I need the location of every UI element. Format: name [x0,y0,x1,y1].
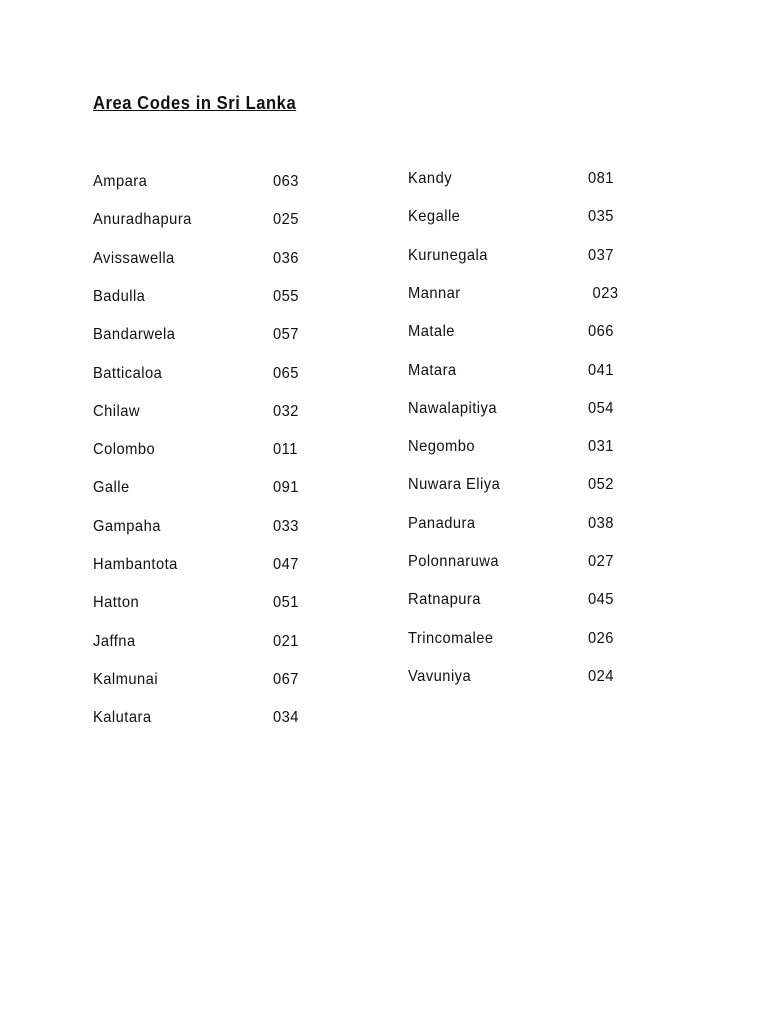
place-name: Badulla [93,287,146,305]
area-code: 021 [273,632,299,650]
area-code: 091 [273,479,299,497]
area-code: 081 [588,170,614,187]
area-code: 035 [588,208,614,226]
area-code: 066 [588,323,614,341]
area-code: 067 [273,670,299,688]
area-code: 052 [588,476,614,494]
place-name: Hatton [93,594,140,612]
place-name: Avissawella [93,249,175,267]
place-name: Jaffna [93,632,136,650]
area-code: 031 [588,438,614,456]
place-name: Matara [408,361,457,379]
place-name: Hambantota [93,556,178,573]
place-name: Batticaloa [93,364,163,382]
place-name: Kurunegala [408,246,488,264]
area-code: 032 [273,402,299,420]
place-name: Colombo [93,441,156,459]
area-code: 054 [588,399,614,417]
area-code: 041 [588,361,614,379]
place-name: Trincomalee [408,629,494,647]
place-name: Panadura [408,514,476,532]
area-code: 036 [273,249,299,267]
place-name: Kandy [408,170,453,187]
place-name: Kalmunai [93,670,159,688]
place-name: Galle [93,479,130,497]
area-code: 063 [273,173,299,190]
area-code: 037 [588,246,614,264]
area-code: 027 [588,553,614,570]
area-code: 055 [273,287,299,305]
place-name: Nawalapitiya [408,399,497,417]
page-title: Area Codes in Sri Lanka [93,93,297,113]
area-code: 025 [273,211,299,229]
area-code: 045 [588,591,614,609]
place-name: Negombo [408,438,476,456]
place-name: Mannar [408,284,461,302]
area-code: 065 [273,364,299,382]
place-name: Ampara [93,173,148,190]
area-code: 011 [273,441,298,459]
place-name: Bandarwela [93,326,176,344]
place-name: Ratnapura [408,591,481,609]
place-name: Kegalle [408,208,461,226]
area-code: 024 [588,667,614,685]
place-name: Nuwara Eliya [408,476,501,494]
area-code: 023 [588,284,619,302]
place-name: Matale [408,323,455,341]
area-code: 051 [273,594,299,612]
area-code: 033 [273,517,299,535]
place-name: Kalutara [93,709,152,727]
place-name: Chilaw [93,402,140,420]
area-code: 057 [273,326,299,344]
area-code: 026 [588,629,614,647]
place-name: Gampaha [93,517,161,535]
place-name: Anuradhapura [93,211,192,229]
place-name: Polonnaruwa [408,553,499,570]
area-code: 047 [273,556,299,573]
place-name: Vavuniya [408,667,472,685]
area-code: 034 [273,709,299,727]
area-code: 038 [588,514,614,532]
